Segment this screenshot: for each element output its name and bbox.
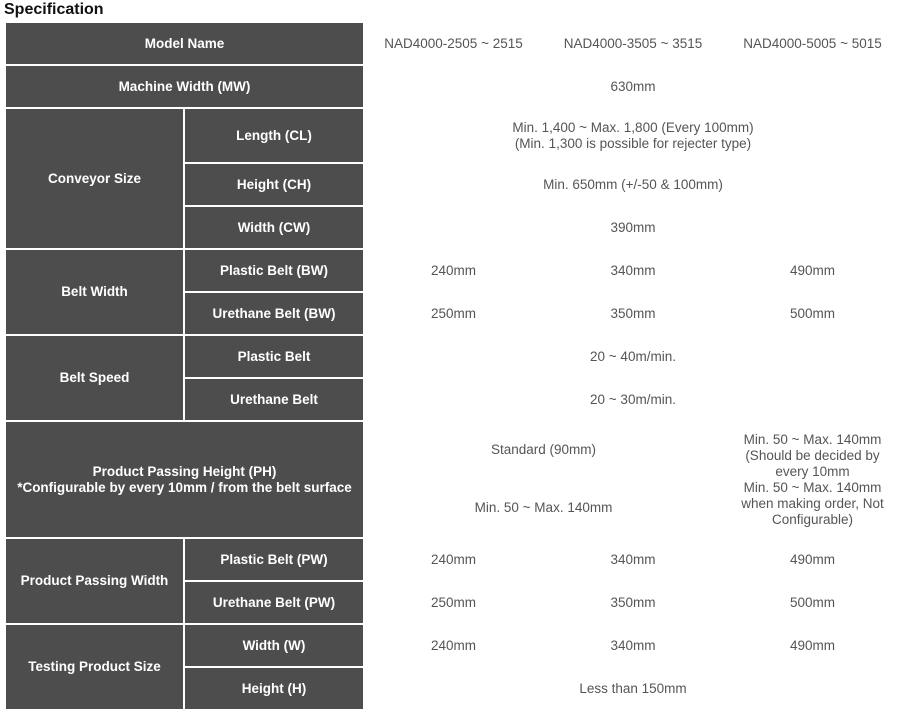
table-row-passing-height-1 bbox=[5, 421, 902, 478]
passing-width-plastic-3: 490mm bbox=[723, 538, 902, 581]
passing-height-large-line1: Min. 50 ~ Max. 140mm bbox=[743, 431, 882, 447]
passing-height-range: Min. 50 ~ Max. 140mm bbox=[364, 478, 723, 538]
passing-height-large-model bbox=[723, 421, 902, 538]
conveyor-width-value: 390mm bbox=[364, 206, 902, 249]
passing-height-header bbox=[5, 421, 364, 538]
passing-height-large-line6: Configurable) bbox=[771, 511, 854, 527]
table-row-model-name bbox=[5, 22, 902, 65]
belt-width-urethane-header: Urethane Belt (BW) bbox=[184, 292, 364, 335]
belt-speed-plastic-header: Plastic Belt bbox=[184, 335, 364, 378]
conveyor-length-line2: (Min. 1,300 is possible for rejecter type) bbox=[514, 135, 752, 151]
passing-width-urethane-3: 500mm bbox=[723, 581, 902, 624]
conveyor-size-header: Conveyor Size bbox=[5, 108, 184, 249]
model-name-header: Model Name bbox=[5, 22, 364, 65]
model-name-2: NAD4000-3505 ~ 3515 bbox=[543, 22, 723, 65]
machine-width-header: Machine Width (MW) bbox=[5, 65, 364, 108]
table-row-passing-width-plastic bbox=[5, 538, 902, 581]
passing-height-note: *Configurable by every 10mm / from the belt surface bbox=[17, 479, 352, 495]
belt-width-plastic-3: 490mm bbox=[723, 249, 902, 292]
passing-height-large-line5: when making order, Not bbox=[741, 495, 884, 511]
table-row-belt-width-plastic bbox=[5, 249, 902, 292]
testing-width-3: 490mm bbox=[723, 624, 902, 667]
specification-table bbox=[4, 21, 902, 711]
table-row-machine-width bbox=[5, 65, 902, 108]
passing-width-urethane-2: 350mm bbox=[543, 581, 723, 624]
passing-height-large-line4: Min. 50 ~ Max. 140mm bbox=[743, 479, 882, 495]
table-row-testing-width bbox=[5, 624, 902, 667]
belt-speed-header: Belt Speed bbox=[5, 335, 184, 421]
passing-width-urethane-1: 250mm bbox=[364, 581, 543, 624]
passing-height-label: Product Passing Height (PH) bbox=[92, 463, 277, 479]
passing-width-plastic-1: 240mm bbox=[364, 538, 543, 581]
belt-width-urethane-2: 350mm bbox=[543, 292, 723, 335]
testing-width-header: Width (W) bbox=[184, 624, 364, 667]
table-row-belt-speed-plastic bbox=[5, 335, 902, 378]
testing-height-header: Height (H) bbox=[184, 667, 364, 710]
belt-speed-plastic-value: 20 ~ 40m/min. bbox=[364, 335, 902, 378]
belt-width-urethane-1: 250mm bbox=[364, 292, 543, 335]
belt-width-plastic-1: 240mm bbox=[364, 249, 543, 292]
passing-height-large-line3: every 10mm bbox=[775, 463, 850, 479]
belt-width-header: Belt Width bbox=[5, 249, 184, 335]
conveyor-width-header: Width (CW) bbox=[184, 206, 364, 249]
model-name-3: NAD4000-5005 ~ 5015 bbox=[723, 22, 902, 65]
conveyor-length-line1: Min. 1,400 ~ Max. 1,800 (Every 100mm) bbox=[512, 119, 754, 135]
belt-speed-urethane-value: 20 ~ 30m/min. bbox=[364, 378, 902, 421]
passing-width-urethane-header: Urethane Belt (PW) bbox=[184, 581, 364, 624]
testing-size-header: Testing Product Size bbox=[5, 624, 184, 710]
belt-speed-urethane-header: Urethane Belt bbox=[184, 378, 364, 421]
passing-width-header: Product Passing Width bbox=[5, 538, 184, 624]
table-row-conveyor-length bbox=[5, 108, 902, 163]
conveyor-length-header: Length (CL) bbox=[184, 108, 364, 163]
belt-width-plastic-header: Plastic Belt (BW) bbox=[184, 249, 364, 292]
conveyor-height-header: Height (CH) bbox=[184, 163, 364, 206]
passing-width-plastic-2: 340mm bbox=[543, 538, 723, 581]
page-title: Specification bbox=[4, 1, 104, 18]
testing-width-2: 340mm bbox=[543, 624, 723, 667]
conveyor-height-value: Min. 650mm (+/-50 & 100mm) bbox=[364, 163, 902, 206]
testing-height-value: Less than 150mm bbox=[364, 667, 902, 710]
model-name-1: NAD4000-2505 ~ 2515 bbox=[364, 22, 543, 65]
passing-width-plastic-header: Plastic Belt (PW) bbox=[184, 538, 364, 581]
passing-height-large-line2: (Should be decided by bbox=[745, 447, 880, 463]
machine-width-value: 630mm bbox=[364, 65, 902, 108]
passing-height-standard: Standard (90mm) bbox=[364, 421, 723, 478]
conveyor-length-value bbox=[364, 108, 902, 163]
belt-width-urethane-3: 500mm bbox=[723, 292, 902, 335]
belt-width-plastic-2: 340mm bbox=[543, 249, 723, 292]
testing-width-1: 240mm bbox=[364, 624, 543, 667]
